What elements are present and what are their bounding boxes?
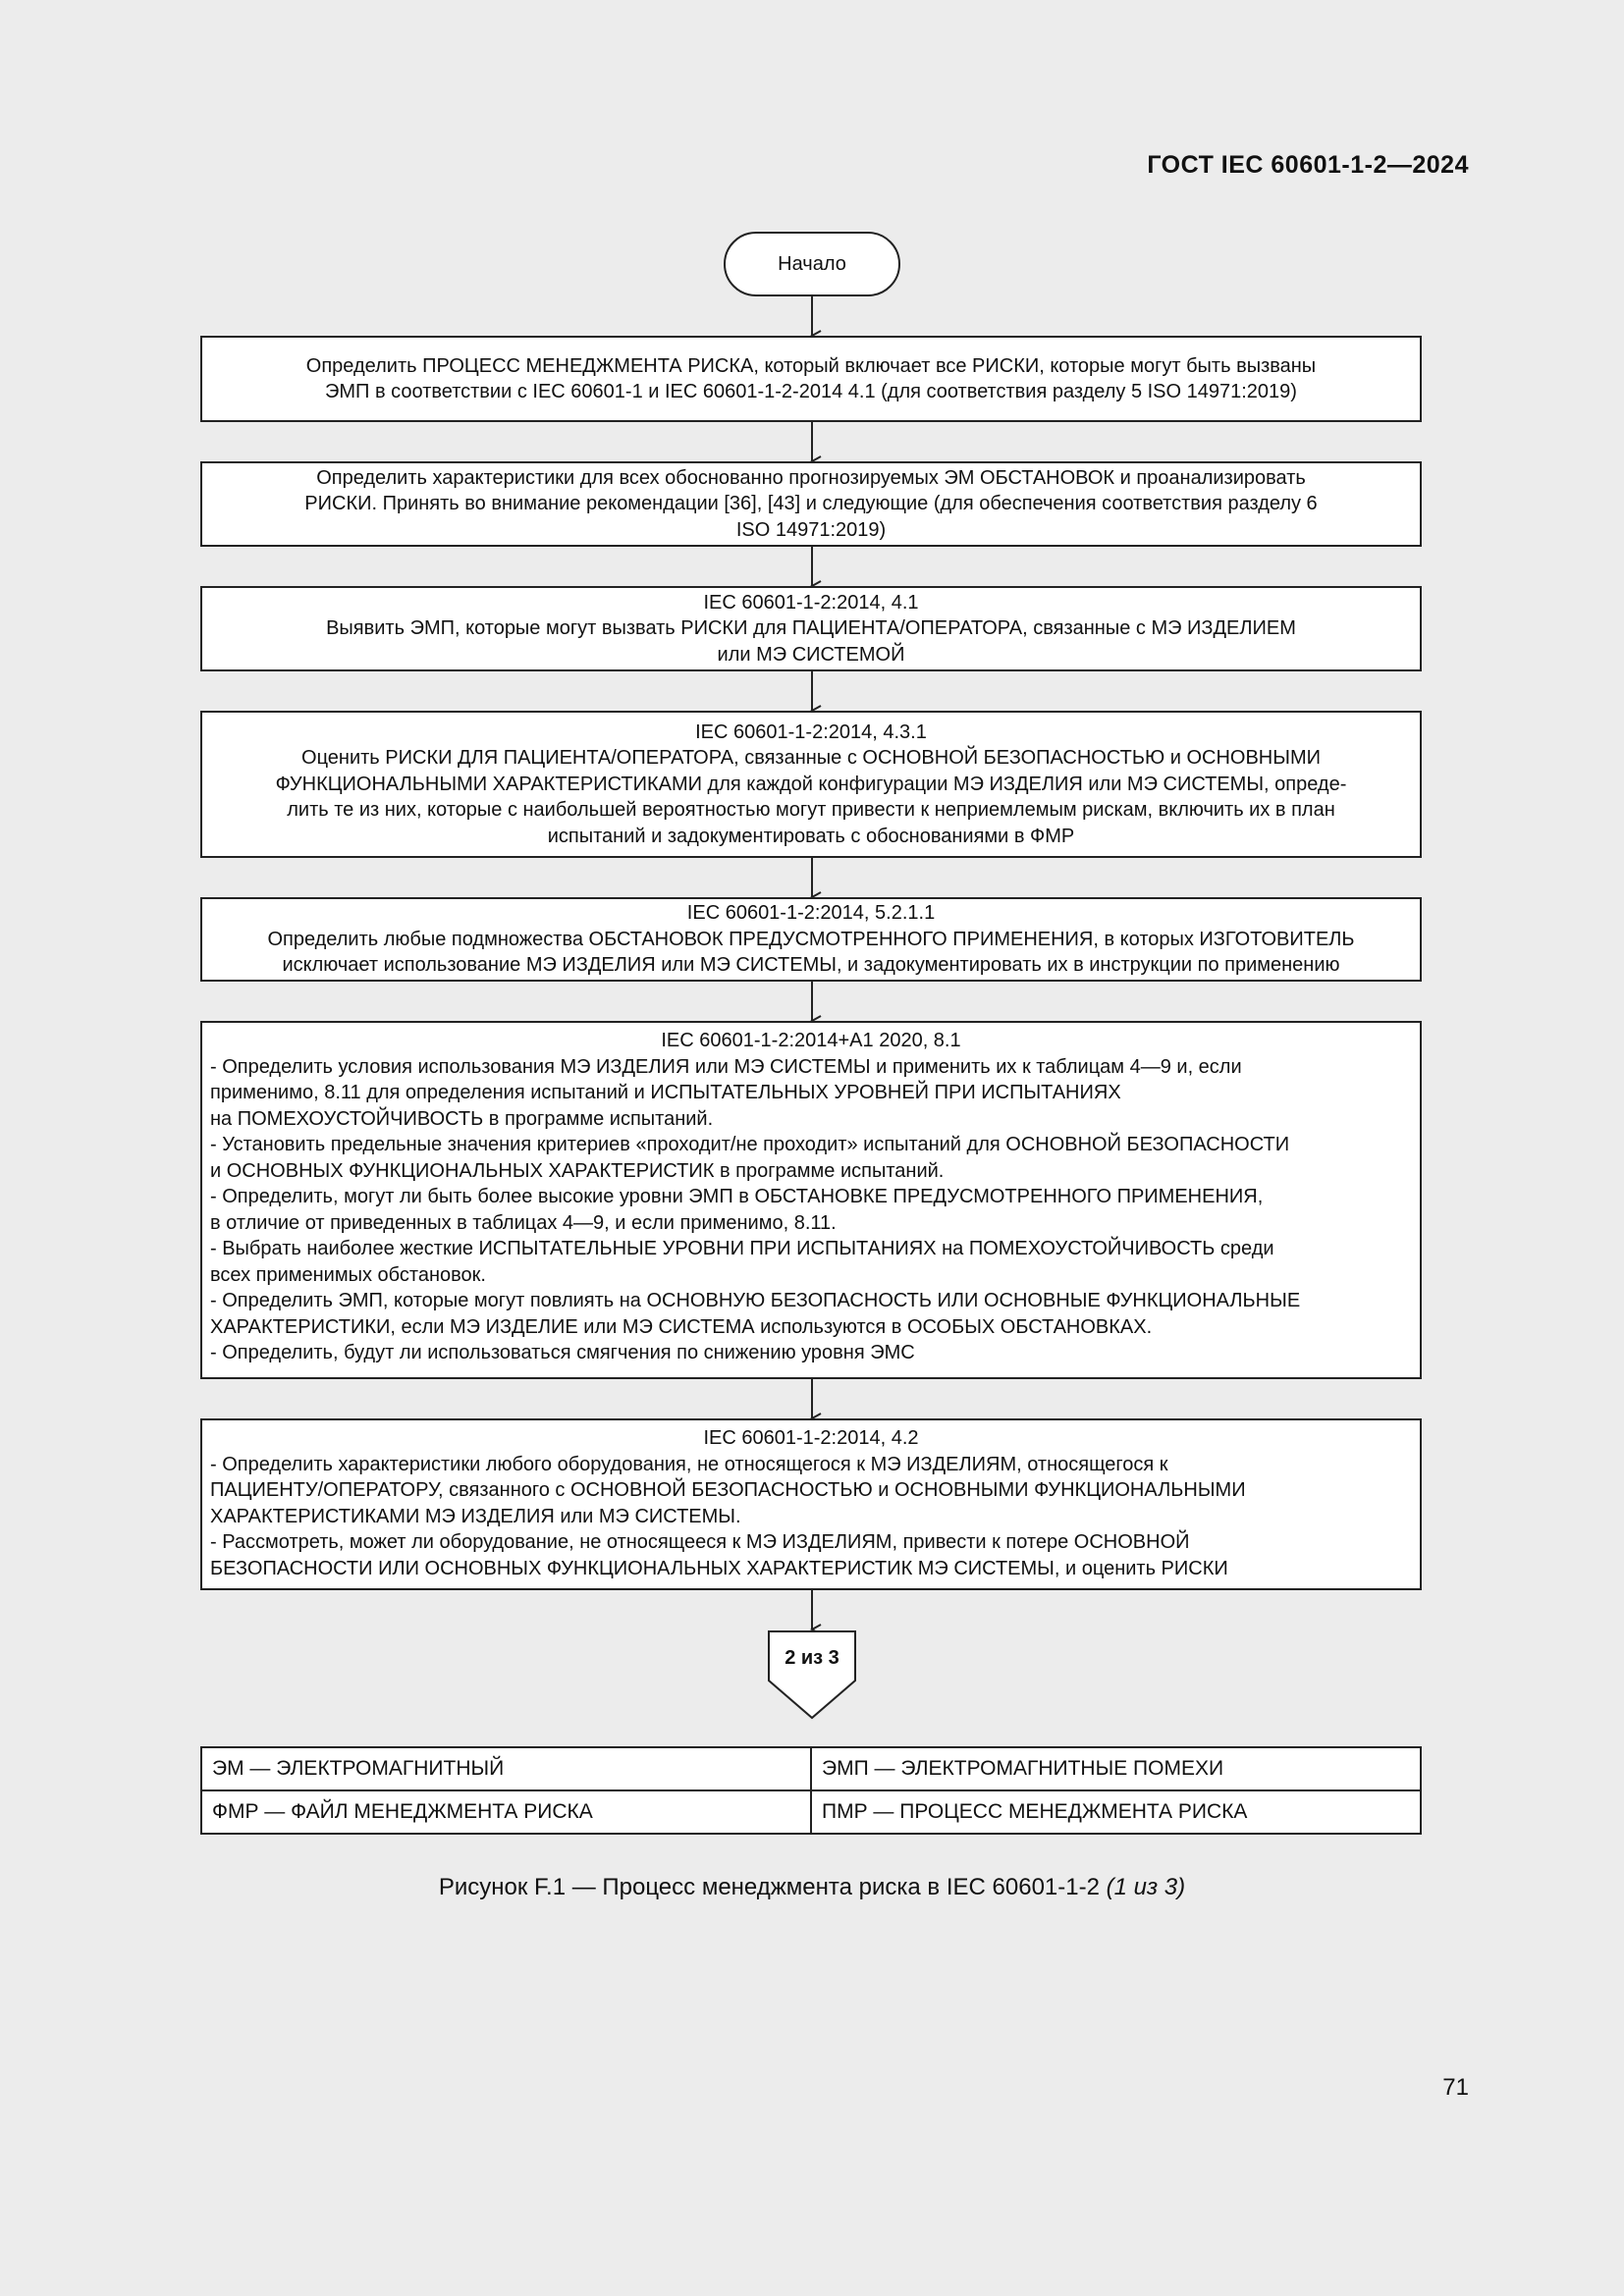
box3-line: или МЭ СИСТЕМОЙ	[717, 643, 905, 666]
offpage-connector-shape	[769, 1631, 855, 1718]
box2-line: Определить характеристики для всех обоснованно прогнозируемых ЭМ ОБСТАНОВОК и проанализировать	[316, 466, 1306, 489]
flow-box-risk-process	[200, 336, 1422, 422]
flow-box-identify-emi	[200, 586, 1422, 671]
box5-line: Определить любые подмножества ОБСТАНОВОК ПРЕДУСМОТРЕННОГО ПРИМЕНЕНИЯ, в которых ИЗГОТОВИТЕЛЬ	[267, 928, 1355, 950]
box4-line: лить те из них, которые с наибольшей вероятностью могут привести к неприемлемым рискам, включить их в план	[287, 799, 1335, 822]
box5-ref: IEC 60601-1-2:2014, 5.2.1.1	[686, 902, 936, 925]
table-cell: ЭМ — ЭЛЕКТРОМАГНИТНЫЙ	[201, 1747, 811, 1790]
document-header: ГОСТ IEC 60601-1-2—2024	[1147, 151, 1469, 179]
box4-ref: IEC 60601-1-2:2014, 4.3.1	[695, 721, 927, 743]
box7-line: - Определить характеристики любого оборудования, не относящегося к МЭ ИЗДЕЛИЯМ, относящегося к	[210, 1453, 1168, 1475]
table-row	[201, 1790, 1421, 1834]
flow-box-intended-use	[200, 897, 1422, 982]
box6-line: - Определить, будут ли использоваться смягчения по снижению уровня ЭМС	[210, 1342, 915, 1363]
box3-line: Выявить ЭМП, которые могут вызвать РИСКИ для ПАЦИЕНТА/ОПЕРАТОРА, связанные с МЭ ИЗДЕЛИЕМ	[326, 617, 1296, 640]
box4-line: Оценить РИСКИ ДЛЯ ПАЦИЕНТА/ОПЕРАТОРА, связанные с ОСНОВНОЙ БЕЗОПАСНОСТЬЮ и ОСНОВНЫМИ	[301, 747, 1321, 770]
table-cell: ЭМП — ЭЛЕКТРОМАГНИТНЫЕ ПОМЕХИ	[811, 1747, 1421, 1790]
box6-line: и ОСНОВНЫХ ФУНКЦИОНАЛЬНЫХ ХАРАКТЕРИСТИК в программе испытаний.	[210, 1159, 945, 1182]
box7-line: - Рассмотреть, может ли оборудование, не относящееся к МЭ ИЗДЕЛИЯМ, привести к потере ОСНОВНОЙ	[210, 1531, 1190, 1553]
box4-line: ФУНКЦИОНАЛЬНЫМИ ХАРАКТЕРИСТИКАМИ для каждой конфигурации МЭ ИЗДЕЛИЯ или МЭ СИСТЕМЫ, опреде-	[275, 773, 1347, 795]
box7-line: ХАРАКТЕРИСТИКАМИ МЭ ИЗДЕЛИЯ или МЭ СИСТЕМЫ.	[210, 1505, 741, 1527]
table-cell: ФМР — ФАЙЛ МЕНЕДЖМЕНТА РИСКА	[201, 1790, 811, 1834]
figure-caption	[0, 1874, 1624, 1901]
abbreviations-table	[200, 1746, 1422, 1835]
caption-part: (1 из 3)	[1106, 1874, 1186, 1900]
box7-line: БЕЗОПАСНОСТИ ИЛИ ОСНОВНЫХ ФУНКЦИОНАЛЬНЫХ ХАРАКТЕРИСТИК МЭ СИСТЕМЫ, и оценить РИСКИ	[210, 1557, 1228, 1579]
box1-line: ЭМП в соответствии с IEC 60601-1 и IEC 60601-1-2-2014 4.1 (для соответствия разделу 5 ISO 14971:2019)	[325, 381, 1297, 402]
box6-line: на ПОМЕХОУСТОЙЧИВОСТЬ в программе испытаний.	[210, 1107, 714, 1130]
box6-line: - Выбрать наиболее жесткие ИСПЫТАТЕЛЬНЫЕ УРОВНИ ПРИ ИСПЫТАНИЯХ на ПОМЕХОУСТОЙЧИВОСТЬ среди	[210, 1238, 1274, 1259]
flow-box-assess-risks	[200, 711, 1422, 858]
flow-box-em-environments	[200, 461, 1422, 547]
box3-ref: IEC 60601-1-2:2014, 4.1	[703, 591, 919, 614]
flow-box-non-me-equipment	[200, 1418, 1422, 1590]
box7-ref: IEC 60601-1-2:2014, 4.2	[703, 1427, 919, 1449]
box6-line: - Определить условия использования МЭ ИЗДЕЛИЯ или МЭ СИСТЕМЫ и применить их к таблицам 4—9 и, если	[210, 1055, 1242, 1078]
table-cell: ПМР — ПРОЦЕСС МЕНЕДЖМЕНТА РИСКА	[811, 1790, 1421, 1834]
box1-line: Определить ПРОЦЕСС МЕНЕДЖМЕНТА РИСКА, который включает все РИСКИ, которые могут быть вызваны	[305, 354, 1317, 377]
box6-line: - Определить ЭМП, которые могут повлиять на ОСНОВНУЮ БЕЗОПАСНОСТЬ ИЛИ ОСНОВНЫЕ ФУНКЦИОНАЛЬНЫЕ	[210, 1290, 1301, 1311]
box6-line: - Определить, могут ли быть более высокие уровни ЭМП в ОБСТАНОВКЕ ПРЕДУСМОТРЕННОГО ПРИМЕНЕНИЯ,	[210, 1186, 1264, 1207]
box6-line: всех применимых обстановок.	[210, 1263, 486, 1286]
offpage-connector-label: 2 из 3	[785, 1647, 839, 1669]
box6-line: в отличие от приведенных в таблицах 4—9, и если применимо, 8.11.	[210, 1211, 837, 1234]
box6-line: применимо, 8.11 для определения испытаний и ИСПЫТАТЕЛЬНЫХ УРОВНЕЙ ПРИ ИСПЫТАНИЯХ	[210, 1082, 1121, 1103]
box6-line: ХАРАКТЕРИСТИКИ, если МЭ ИЗДЕЛИЕ или МЭ СИСТЕМА используются в ОСОБЫХ ОБСТАНОВКАХ.	[210, 1315, 1153, 1338]
box7-line: ПАЦИЕНТУ/ОПЕРАТОРУ, связанного с ОСНОВНОЙ БЕЗОПАСНОСТЬЮ и ОСНОВНЫМИ ФУНКЦИОНАЛЬНЫМИ	[210, 1479, 1246, 1501]
table-row	[201, 1747, 1421, 1790]
box5-line: исключает использование МЭ ИЗДЕЛИЯ или МЭ СИСТЕМЫ, и задокументировать их в инструкции по применению	[282, 954, 1340, 977]
page-number: 71	[1442, 2074, 1469, 2101]
box4-line: испытаний и задокументировать с обоснованиями в ФМР	[547, 825, 1075, 847]
caption-text: Рисунок F.1 — Процесс менеджмента риска в IEC 60601-1-2	[438, 1874, 1100, 1900]
box6-line: - Установить предельные значения критериев «проходит/не проходит» испытаний для ОСНОВНОЙ БЕЗОПАСНОСТИ	[210, 1134, 1290, 1155]
box6-ref: IEC 60601-1-2:2014+A1 2020, 8.1	[661, 1030, 961, 1051]
start-terminal: Начало	[724, 232, 900, 296]
box2-line: РИСКИ. Принять во внимание рекомендации [36], [43] и следующие (для обеспечения соответствия разделу 6	[304, 493, 1318, 515]
box2-line: ISO 14971:2019)	[735, 518, 887, 541]
flow-box-test-plan	[200, 1021, 1422, 1379]
